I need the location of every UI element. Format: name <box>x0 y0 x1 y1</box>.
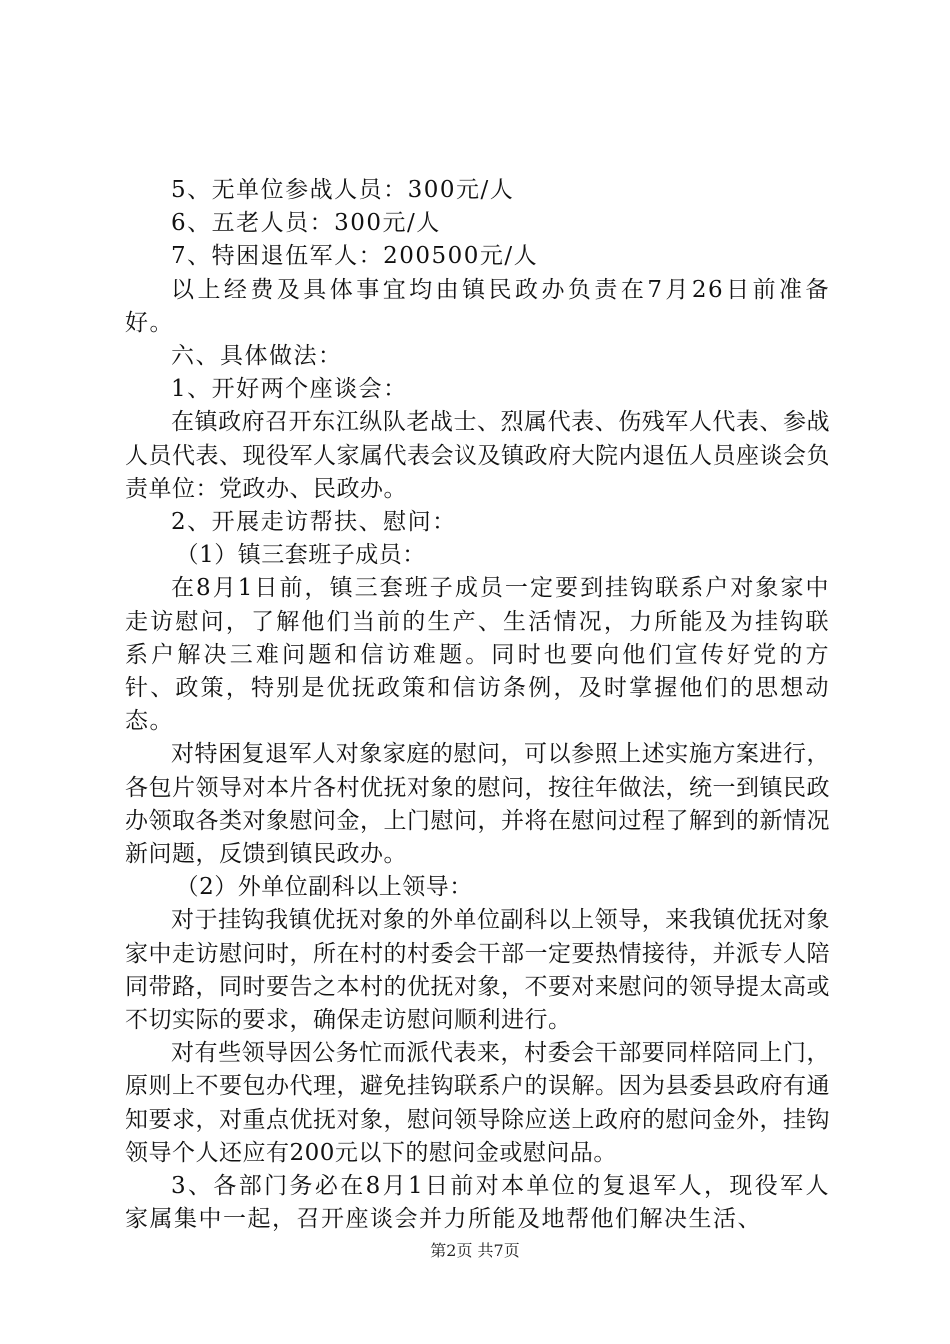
paragraph-special-care: 对特困复退军人对象家庭的慰问，可以参照上述实施方案进行，各包片领导对本片各村优抚对象的慰问，按往年做法，统一到镇民政办领取各类对象慰问金，上门慰问，并将在慰问过程了解到的新情况新问题，反馈到镇民政办。 <box>125 741 830 868</box>
subheading-2: 2、开展走访帮扶、慰问： <box>171 509 457 536</box>
document-body <box>125 174 830 1237</box>
paragraph-representatives: 对有些领导因公务忙而派代表来，村委会干部要同样陪同上门，原则上不要包办代理，避免挂钩联系户的误解。因为县委县政府有通知要求，对重点优抚对象，慰问领导除应送上政府的慰问金外，挂钩领导个人还应有200元以下的慰问金或慰问品。 <box>125 1040 830 1166</box>
paragraph-item-6: 6、五老人员：300元/人 <box>171 210 441 237</box>
subheading-1: 1、开好两个座谈会： <box>171 376 408 403</box>
paragraph-funding-note: 以上经费及具体事宜均由镇民政办负责在7月26日前准备好。 <box>125 276 830 336</box>
paragraph-meeting: 在镇政府召开东江纵队老战士、烈属代表、伤残军人代表、参战人员代表、现役军人家属代表会议及镇政府大院内退伍人员座谈会负责单位：党政办、民政办。 <box>125 409 830 502</box>
paragraph-visit: 在8月1日前，镇三套班子成员一定要到挂钩联系户对象家中走访慰问，了解他们当前的生产、生活情况，力所能及为挂钩联系户解决三难问题和信访难题。同时也要向他们宣传好党的方针、政策，特别是优抚政策和信访条例，及时掌握他们的思想动态。 <box>125 575 830 735</box>
section-heading-six: 六、具体做法： <box>171 343 343 370</box>
paragraph-item-7: 7、特困退伍军人：200500元/人 <box>171 243 539 270</box>
page-footer: 第2页 共7页 <box>430 1241 520 1260</box>
paragraph-item-5: 5、无单位参战人员：300元/人 <box>171 177 515 203</box>
subheading-3: 3、各部门务必在8月1日前对本单位的复退军人，现役军人家属集中一起，召开座谈会并力所能及地帮他们解决生活、 <box>125 1173 830 1233</box>
paragraph-external-leaders: 对于挂钩我镇优抚对象的外单位副科以上领导，来我镇优抚对象家中走访慰问时，所在村的村委会干部一定要热情接待，并派专人陪同带路，同时要告之本村的优抚对象，不要对来慰问的领导提太高或不切实际的要求，确保走访慰问顺利进行。 <box>125 907 830 1034</box>
subheading-2-1: （1）镇三套班子成员： <box>175 542 426 569</box>
subheading-2-2: （2）外单位副科以上领导： <box>175 874 473 901</box>
